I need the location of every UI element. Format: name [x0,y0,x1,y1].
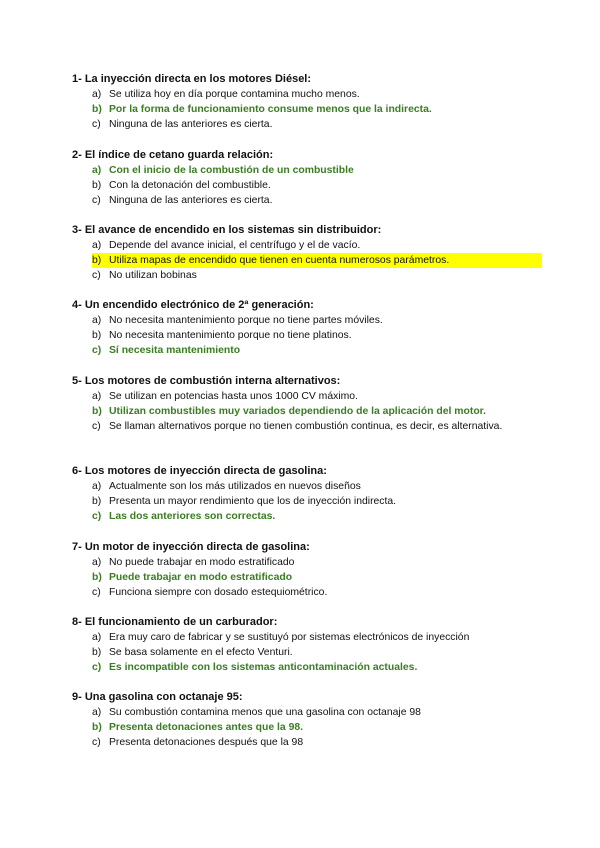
option-text: No necesita mantenimiento porque no tiene platinos. [109,330,352,341]
option-text: Con el inicio de la combustión de un combustible [109,165,354,176]
option-a [72,705,542,720]
option-letter: b) [92,330,102,341]
question-title: 1- La inyección directa en los motores Diésel: [72,73,312,85]
option-text: Se llaman alternativos porque no tienen combustión continua, es decir, es alternativa. [109,421,503,432]
option-c-correct [72,343,542,358]
question-title: 4- Un encendido electrónico de 2ª generación: [72,299,314,311]
option-a-correct [72,163,542,178]
option-letter: b) [92,572,102,583]
option-b-correct [72,102,542,117]
question-title: 9- Una gasolina con octanaje 95: [72,691,243,703]
option-text: No puede trabajar en modo estratificado [109,557,295,568]
option-text: Era muy caro de fabricar y se sustituyó por sistemas electrónicos de inyección [109,632,470,643]
option-text: Presenta detonaciones antes que la 98. [109,722,304,733]
option-c-correct [72,509,542,524]
option-letter: b) [92,647,102,658]
question-7 [72,540,542,600]
option-text: Funciona siempre con dosado estequiométrico. [109,587,328,598]
question-title: 8- El funcionamiento de un carburador: [72,616,278,628]
question-6 [72,464,542,524]
question-2 [72,148,542,208]
option-a [72,238,542,253]
option-letter: b) [92,722,102,733]
question-title: 6- Los motores de inyección directa de gasolina: [72,465,327,477]
option-letter: a) [92,165,102,176]
option-letter: b) [92,255,102,266]
option-text: Presenta un mayor rendimiento que los de inyección indirecta. [109,496,397,507]
question-title: 7- Un motor de inyección directa de gasolina: [72,541,310,553]
option-text: Se basa solamente en el efecto Venturi. [109,647,293,658]
option-letter: a) [92,481,102,492]
option-text: Depende del avance inicial, el centrífugo y el de vacío. [109,240,361,251]
question-9 [72,690,542,750]
option-letter: a) [92,391,102,402]
option-text: Las dos anteriores son correctas. [109,511,276,522]
option-text: Se utiliza hoy en día porque contamina mucho menos. [109,89,360,100]
option-text: Su combustión contamina menos que una gasolina con octanaje 98 [109,707,421,718]
option-text: Sí necesita mantenimiento [109,345,241,356]
option-b [72,494,542,509]
question-1 [72,72,542,132]
option-a [72,313,542,328]
option-text: Es incompatible con los sistemas anticontaminación actuales. [109,662,418,673]
option-a [72,479,542,494]
option-b-correct [72,404,542,419]
option-b-highlighted [72,253,542,268]
option-letter: c) [92,345,102,356]
option-letter: c) [92,737,101,748]
option-text: Se utilizan en potencias hasta unos 1000 CV máximo. [109,391,358,402]
option-c [72,268,542,283]
option-a [72,555,542,570]
option-letter: c) [92,270,101,281]
option-letter: a) [92,315,102,326]
option-text: Puede trabajar en modo estratificado [109,572,293,583]
option-letter: a) [92,707,102,718]
option-letter: b) [92,406,102,417]
option-c [72,735,542,750]
option-c [72,585,542,600]
option-letter: c) [92,421,101,432]
option-text: Con la detonación del combustible. [109,180,271,191]
option-b [72,328,542,343]
option-text: Ninguna de las anteriores es cierta. [109,119,273,130]
option-letter: c) [92,119,101,130]
option-b [72,645,542,660]
option-letter: c) [92,511,102,522]
question-8 [72,615,542,675]
option-letter: b) [92,180,102,191]
option-letter: c) [92,195,101,206]
option-b-correct [72,720,542,735]
option-c [72,419,542,434]
option-text: Actualmente son los más utilizados en nuevos diseños [109,481,361,492]
question-4 [72,298,542,358]
question-title: 3- El avance de encendido en los sistemas sin distribuidor: [72,224,382,236]
question-3 [72,223,542,283]
option-b-correct [72,570,542,585]
option-letter: c) [92,587,101,598]
question-5 [72,374,542,434]
option-letter: b) [92,496,102,507]
option-text: Utilizan combustibles muy variados dependiendo de la aplicación del motor. [109,406,487,417]
option-text: Por la forma de funcionamiento consume menos que la indirecta. [109,104,432,115]
option-b [72,178,542,193]
option-text: Utiliza mapas de encendido que tienen en cuenta numerosos parámetros. [109,255,450,266]
option-c-correct [72,660,542,675]
option-a [72,389,542,404]
question-title: 5- Los motores de combustión interna alternativos: [72,375,341,387]
option-letter: a) [92,557,102,568]
option-a [72,630,542,645]
option-c [72,193,542,208]
option-c [72,117,542,132]
option-letter: b) [92,104,102,115]
option-letter: a) [92,240,102,251]
option-letter: c) [92,662,102,673]
option-text: No necesita mantenimiento porque no tiene partes móviles. [109,315,383,326]
option-letter: a) [92,89,102,100]
option-text: Ninguna de las anteriores es cierta. [109,195,273,206]
option-text: Presenta detonaciones después que la 98 [109,737,304,748]
option-letter: a) [92,632,102,643]
question-title: 2- El índice de cetano guarda relación: [72,149,274,161]
option-a [72,87,542,102]
option-text: No utilizan bobinas [109,270,197,281]
